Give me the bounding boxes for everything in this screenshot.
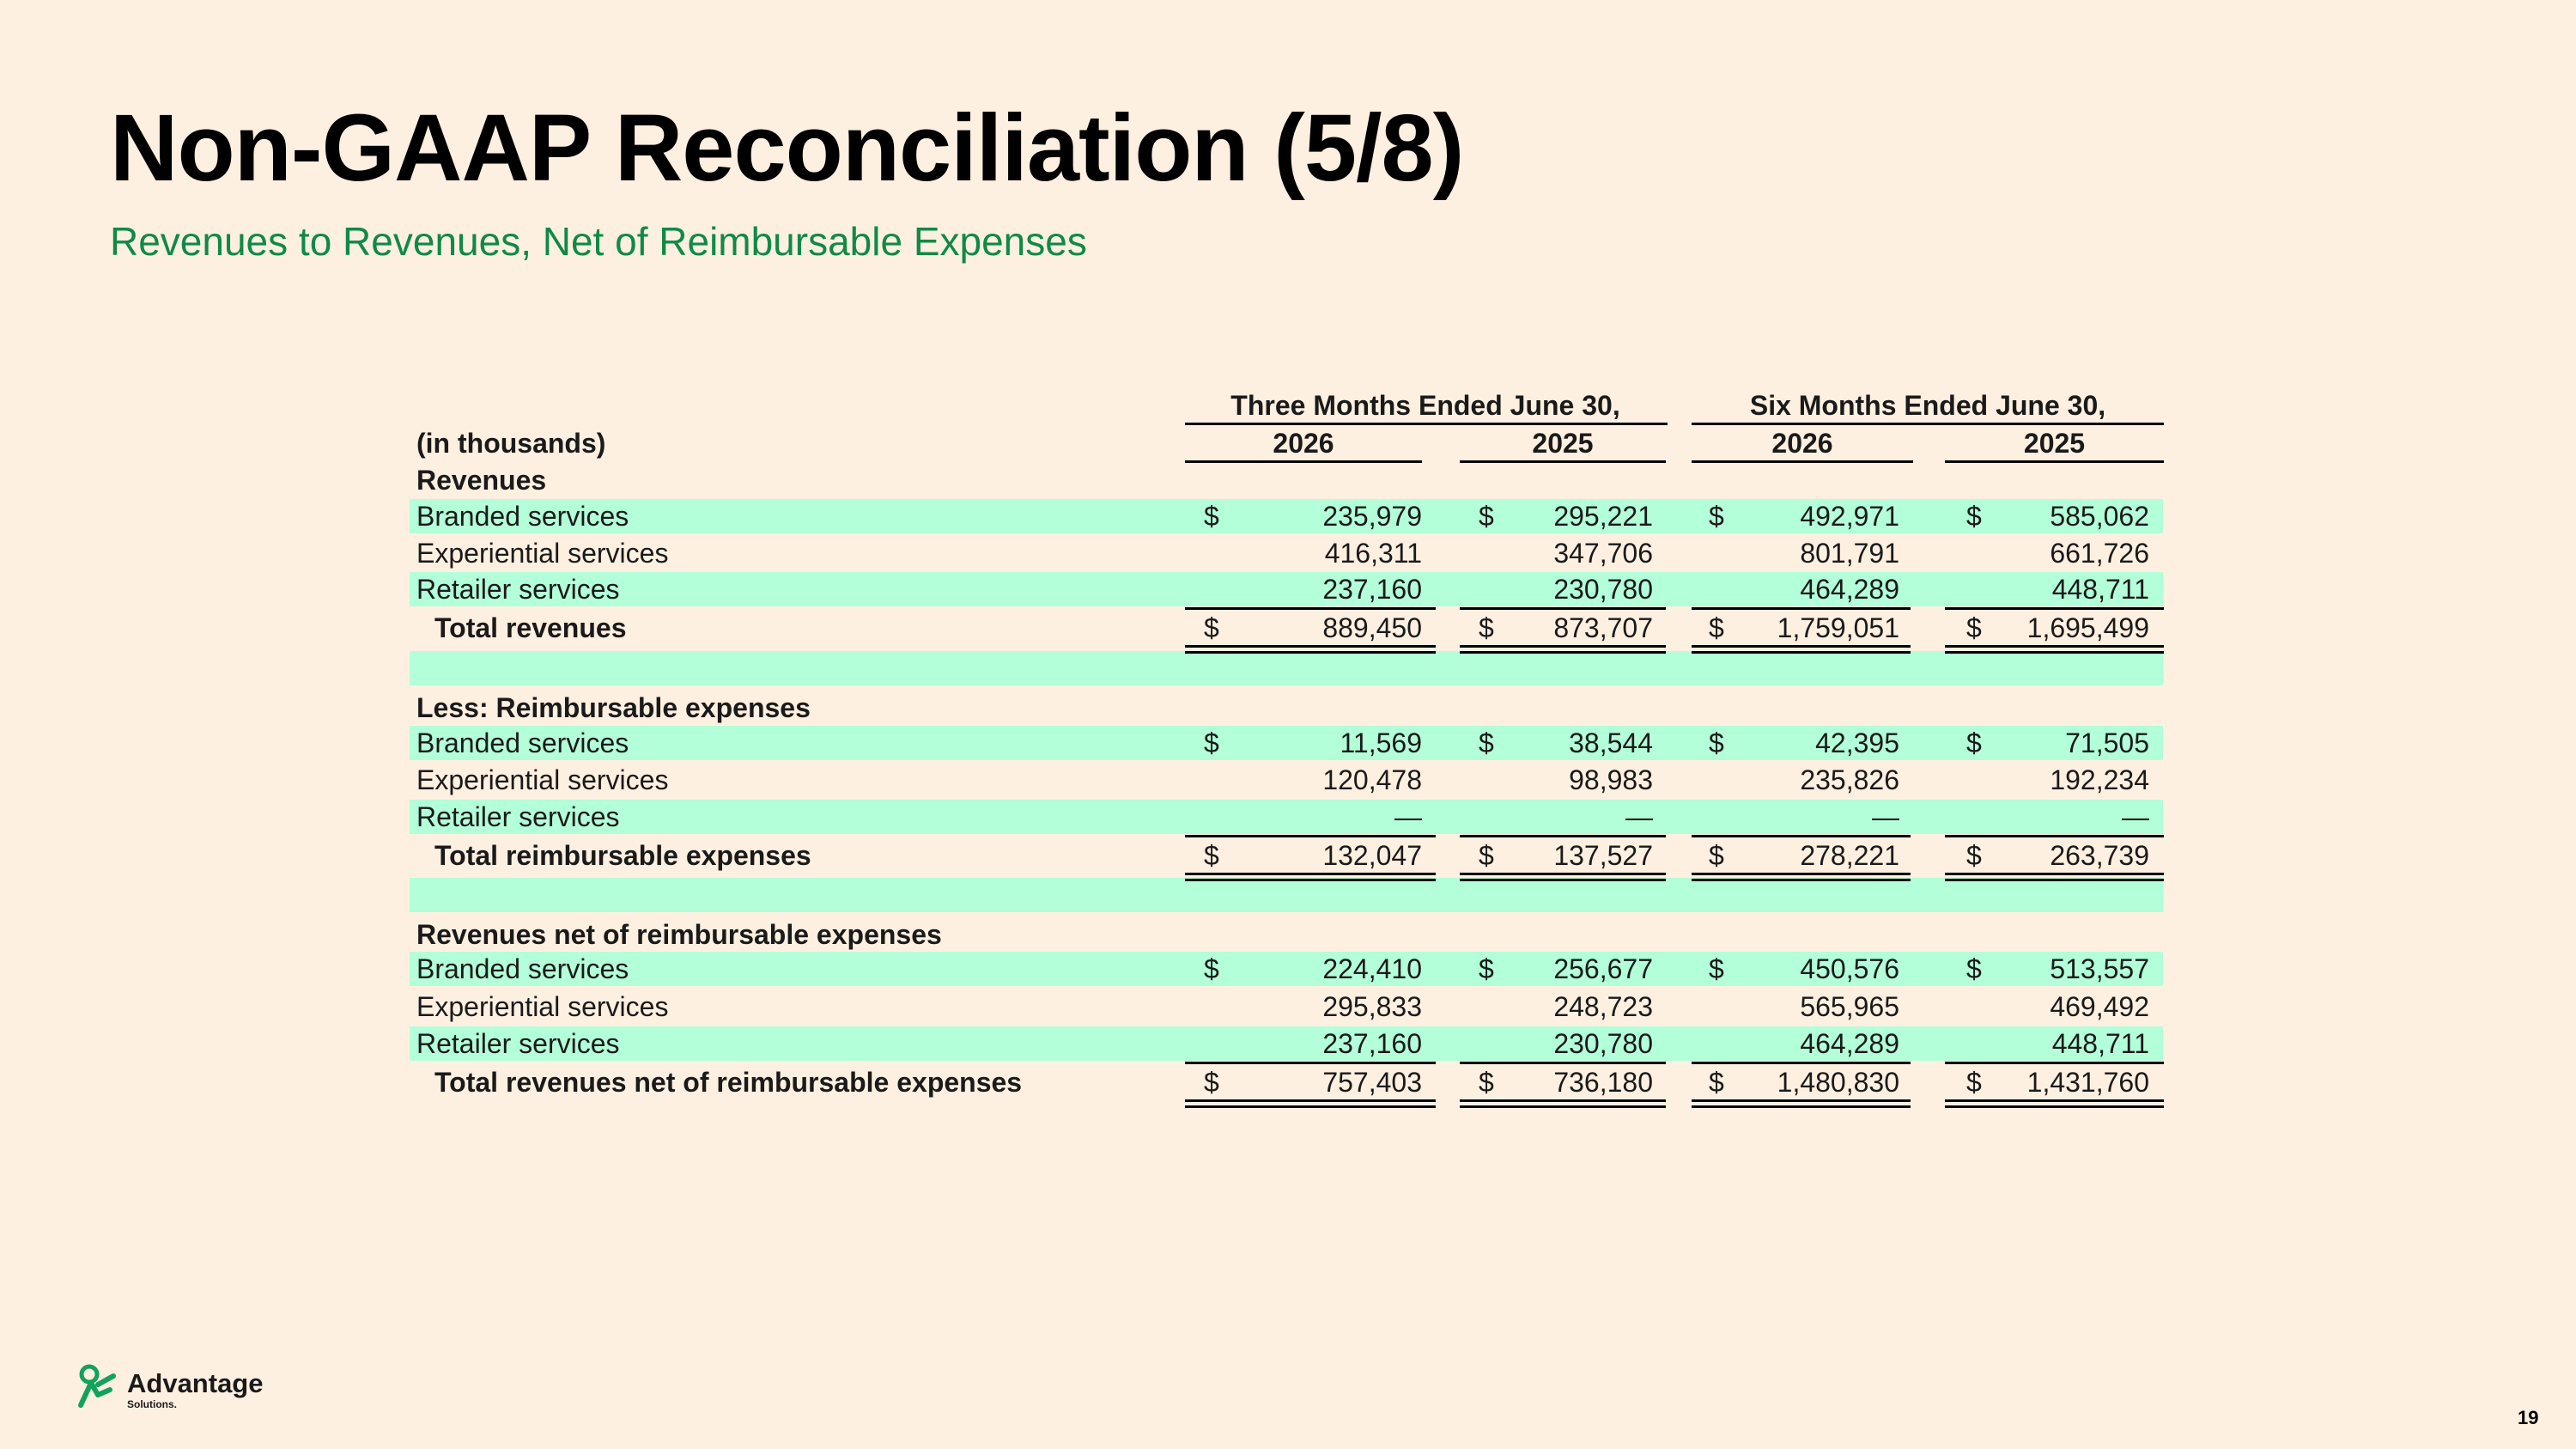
dollar-sign: $ xyxy=(1204,612,1219,643)
total-value: 1,695,499 xyxy=(2026,612,2149,643)
dollar-sign: $ xyxy=(1709,501,1724,532)
group-header-three-months: Three Months Ended June 30, xyxy=(1230,390,1620,421)
total-value: 1,480,830 xyxy=(1777,1067,1899,1098)
dollar-sign: $ xyxy=(1966,840,1982,871)
dollar-sign: $ xyxy=(1479,840,1494,871)
value-cell: 585,062 xyxy=(2050,501,2149,532)
value-cell: 120,478 xyxy=(1322,764,1422,795)
total-double-rule xyxy=(1692,645,1911,654)
total-value: 1,431,760 xyxy=(2026,1067,2149,1098)
subtotal-rule xyxy=(1460,835,1666,837)
value-cell: 565,965 xyxy=(1800,991,1899,1022)
value-cell: 224,410 xyxy=(1322,953,1422,984)
total-value: 263,739 xyxy=(2050,840,2149,871)
total-double-rule xyxy=(1185,1099,1436,1108)
dollar-sign: $ xyxy=(1966,1067,1982,1098)
dollar-sign: $ xyxy=(1709,612,1724,643)
row-highlight xyxy=(410,878,2163,912)
row-label: Retailer services xyxy=(416,574,620,605)
value-cell: 347,706 xyxy=(1553,538,1653,569)
total-double-rule xyxy=(1692,1099,1911,1108)
total-double-rule xyxy=(1692,873,1911,881)
dollar-sign: $ xyxy=(1479,612,1494,643)
header-rule xyxy=(1185,423,1668,425)
dollar-sign: $ xyxy=(1709,1067,1724,1098)
value-cell: 513,557 xyxy=(2050,953,2149,984)
total-double-rule xyxy=(1185,645,1436,654)
value-cell: 492,971 xyxy=(1800,501,1899,532)
value-cell: 661,726 xyxy=(2050,538,2149,569)
subtotal-rule xyxy=(1945,835,2164,837)
total-label: Total revenues net of reimbursable expenses xyxy=(434,1067,1023,1098)
total-value: 278,221 xyxy=(1800,840,1899,871)
value-cell: 235,979 xyxy=(1322,501,1422,532)
subtotal-rule xyxy=(1185,835,1436,837)
value-cell: 448,711 xyxy=(2051,574,2149,605)
value-cell: 416,311 xyxy=(1324,538,1422,569)
dollar-sign: $ xyxy=(1204,953,1219,984)
row-label: Retailer services xyxy=(416,801,620,832)
total-value: 137,527 xyxy=(1553,840,1653,871)
value-cell: 469,492 xyxy=(2050,991,2149,1022)
value-cell: 295,221 xyxy=(1553,501,1653,532)
value-cell: 71,505 xyxy=(2065,728,2149,758)
section-heading-net: Revenues net of reimbursable expenses xyxy=(416,919,942,950)
row-label: Branded services xyxy=(416,501,629,532)
dollar-sign: $ xyxy=(1709,728,1724,758)
year-rule xyxy=(1945,460,2164,463)
subtotal-rule xyxy=(1185,607,1436,610)
value-cell: 248,723 xyxy=(1553,991,1653,1022)
year-header: 2026 xyxy=(1273,428,1334,459)
total-double-rule xyxy=(1185,873,1436,881)
year-rule xyxy=(1185,460,1422,463)
row-label: Branded services xyxy=(416,953,629,984)
value-cell: 464,289 xyxy=(1800,574,1899,605)
total-double-rule xyxy=(1460,873,1666,881)
units-label: (in thousands) xyxy=(416,428,606,459)
logo-wordmark: Advantage xyxy=(127,1368,264,1398)
value-cell: — xyxy=(2122,801,2149,832)
total-value: 132,047 xyxy=(1322,840,1422,871)
subtotal-rule xyxy=(1692,1062,1911,1064)
value-cell: 230,780 xyxy=(1553,574,1653,605)
row-label: Experiential services xyxy=(416,991,669,1022)
section-heading-reimbursable: Less: Reimbursable expenses xyxy=(416,692,811,723)
total-value: 873,707 xyxy=(1553,612,1653,643)
dollar-sign: $ xyxy=(1204,1067,1219,1098)
value-cell: — xyxy=(1625,801,1653,832)
total-value: 736,180 xyxy=(1553,1067,1653,1098)
subtotal-rule xyxy=(1945,607,2164,610)
total-label: Total reimbursable expenses xyxy=(434,840,811,871)
value-cell: 295,833 xyxy=(1322,991,1422,1022)
subtotal-rule xyxy=(1460,607,1666,610)
year-rule xyxy=(1692,460,1913,463)
dollar-sign: $ xyxy=(1966,953,1982,984)
dollar-sign: $ xyxy=(1709,840,1724,871)
slide-title: Non-GAAP Reconciliation (5/8) xyxy=(110,95,1464,201)
value-cell: 98,983 xyxy=(1569,764,1653,795)
advantage-logo-icon xyxy=(76,1364,122,1409)
subtotal-rule xyxy=(1185,1062,1436,1064)
value-cell: — xyxy=(1872,801,1899,832)
total-double-rule xyxy=(1460,645,1666,654)
value-cell: 801,791 xyxy=(1800,538,1899,569)
value-cell: 237,160 xyxy=(1322,1028,1422,1059)
value-cell: 464,289 xyxy=(1800,1028,1899,1059)
value-cell: 42,395 xyxy=(1815,728,1899,758)
header-rule xyxy=(1692,423,2164,425)
dollar-sign: $ xyxy=(1204,501,1219,532)
value-cell: 38,544 xyxy=(1569,728,1653,758)
dollar-sign: $ xyxy=(1479,1067,1494,1098)
section-heading-revenues: Revenues xyxy=(416,465,547,496)
subtotal-rule xyxy=(1945,1062,2164,1064)
value-cell: — xyxy=(1394,801,1422,832)
dollar-sign: $ xyxy=(1709,953,1724,984)
dollar-sign: $ xyxy=(1479,953,1494,984)
total-double-rule xyxy=(1460,1099,1666,1108)
value-cell: 256,677 xyxy=(1553,953,1653,984)
year-header: 2025 xyxy=(2023,428,2086,459)
value-cell: 192,234 xyxy=(2050,764,2149,795)
row-label: Experiential services xyxy=(416,538,669,569)
value-cell: 235,826 xyxy=(1800,764,1899,795)
total-value: 889,450 xyxy=(1322,612,1422,643)
row-label: Experiential services xyxy=(416,764,669,795)
total-double-rule xyxy=(1945,873,2164,881)
dollar-sign: $ xyxy=(1966,501,1982,532)
value-cell: 448,711 xyxy=(2051,1028,2149,1059)
row-highlight xyxy=(410,651,2163,685)
total-value: 757,403 xyxy=(1322,1067,1422,1098)
dollar-sign: $ xyxy=(1966,728,1982,758)
total-label: Total revenues xyxy=(434,612,627,643)
subtotal-rule xyxy=(1460,1062,1666,1064)
page-number: 19 xyxy=(2518,1407,2539,1428)
year-rule xyxy=(1460,460,1666,463)
subtotal-rule xyxy=(1692,835,1911,837)
slide-subtitle: Revenues to Revenues, Net of Reimbursable Expenses xyxy=(110,219,1087,264)
dollar-sign: $ xyxy=(1479,501,1494,532)
subtotal-rule xyxy=(1692,607,1911,610)
dollar-sign: $ xyxy=(1204,728,1219,758)
value-cell: 450,576 xyxy=(1800,953,1899,984)
year-header: 2025 xyxy=(1532,428,1594,459)
dollar-sign: $ xyxy=(1479,728,1494,758)
value-cell: 230,780 xyxy=(1553,1028,1653,1059)
dollar-sign: $ xyxy=(1204,840,1219,871)
value-cell: 11,569 xyxy=(1340,728,1422,758)
value-cell: 237,160 xyxy=(1322,574,1422,605)
total-double-rule xyxy=(1945,1099,2164,1108)
row-label: Retailer services xyxy=(416,1028,620,1059)
dollar-sign: $ xyxy=(1966,612,1982,643)
total-value: 1,759,051 xyxy=(1777,612,1899,643)
logo-subtext: Solutions. xyxy=(127,1398,177,1410)
total-double-rule xyxy=(1945,645,2164,654)
year-header: 2026 xyxy=(1771,428,1833,459)
group-header-six-months: Six Months Ended June 30, xyxy=(1749,390,2106,421)
row-label: Branded services xyxy=(416,728,629,758)
